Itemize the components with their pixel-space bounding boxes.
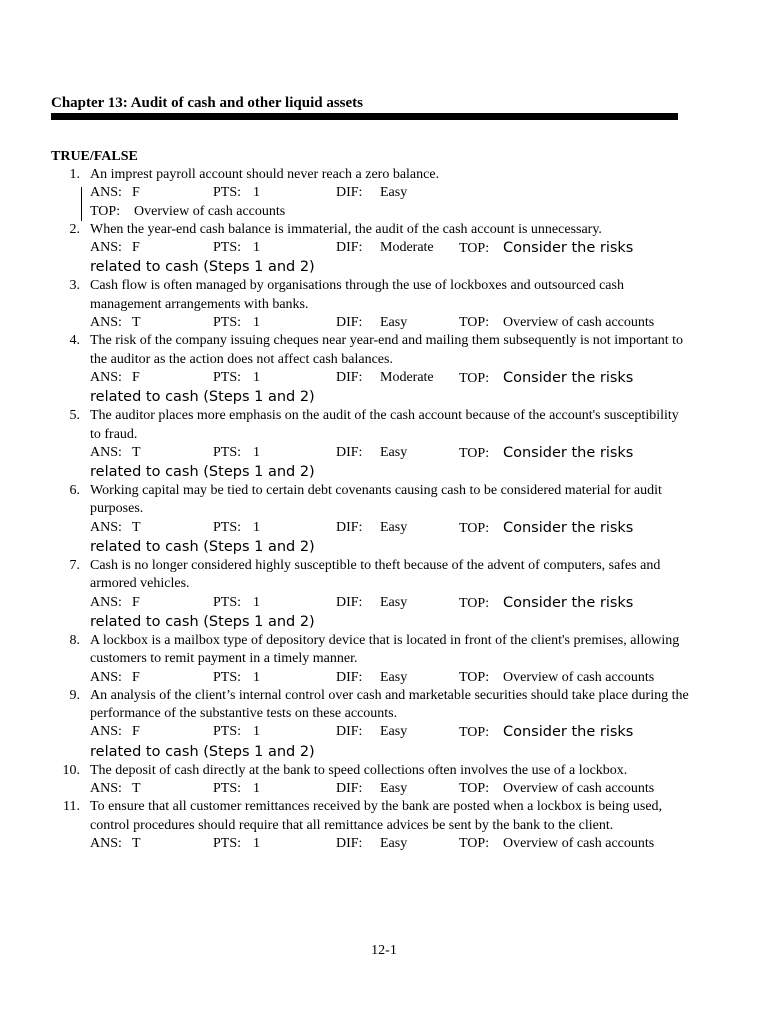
- topic-continuation: related to cash (Steps 1 and 2): [90, 464, 315, 481]
- answer-line: [90, 314, 691, 332]
- dif-label: DIF:: [336, 185, 363, 201]
- topic-field: [459, 835, 654, 853]
- topic-value: Consider the risks: [503, 444, 634, 461]
- top-label: TOP:: [90, 203, 121, 219]
- topic-field: [459, 780, 654, 798]
- difficulty-value: Easy: [380, 835, 408, 851]
- difficulty-field: [336, 835, 459, 853]
- top-label: TOP:: [459, 520, 490, 536]
- ans-label: ANS:: [90, 315, 122, 331]
- topic-line: [90, 203, 691, 221]
- points-value: 1: [253, 185, 260, 201]
- difficulty-field: [336, 669, 459, 687]
- ans-label: ANS:: [90, 594, 122, 610]
- question-number: 9.: [69, 687, 80, 703]
- answer-line: [90, 780, 691, 798]
- topic-value: Consider the risks: [503, 369, 634, 386]
- top-label: TOP:: [459, 315, 490, 331]
- question-item: [51, 632, 691, 687]
- answer-value: T: [132, 444, 141, 460]
- question-list: [51, 166, 691, 853]
- difficulty-value: Easy: [380, 444, 408, 460]
- ans-label: ANS:: [90, 669, 122, 685]
- answer-line: [90, 835, 691, 853]
- points-field: [213, 594, 336, 612]
- points-field: [213, 780, 336, 798]
- topic-value: Consider the risks: [503, 519, 634, 536]
- dif-label: DIF:: [336, 594, 363, 610]
- answer-field: [90, 519, 213, 537]
- title-rule: [51, 113, 678, 120]
- topic-field: [459, 314, 654, 332]
- topic-field: [459, 369, 633, 388]
- answer-line: [90, 184, 691, 202]
- top-label: TOP:: [459, 835, 490, 851]
- points-value: 1: [253, 315, 260, 331]
- question-number: 7.: [69, 558, 80, 574]
- difficulty-value: Moderate: [380, 369, 434, 385]
- answer-line: [90, 669, 691, 687]
- ans-label: ANS:: [90, 519, 122, 535]
- answer-value: F: [132, 240, 140, 256]
- points-value: 1: [253, 669, 260, 685]
- points-field: [213, 314, 336, 332]
- dif-label: DIF:: [336, 369, 363, 385]
- pts-label: PTS:: [213, 781, 242, 797]
- topic-field: [459, 444, 633, 463]
- question-text: An analysis of the client’s internal control over cash and marketable securities should take place during the performance of the substantive tests on these accounts.: [90, 687, 689, 722]
- question-text: To ensure that all customer remittances received by the bank are posted when a lockbox is being used, control procedures should require that all remittance advices be sent by the bank to the client.: [90, 799, 663, 833]
- ans-label: ANS:: [90, 724, 122, 740]
- answer-field: [90, 723, 213, 741]
- answer-line: [90, 369, 691, 388]
- difficulty-value: Easy: [380, 594, 408, 610]
- pts-label: PTS:: [213, 240, 242, 256]
- points-value: 1: [253, 724, 260, 740]
- difficulty-field: [336, 780, 459, 798]
- answer-value: F: [132, 369, 140, 385]
- points-value: 1: [253, 369, 260, 385]
- chapter-title: Chapter 13: Audit of cash and other liquid assets: [51, 95, 363, 111]
- pts-label: PTS:: [213, 185, 242, 201]
- difficulty-field: [336, 444, 459, 462]
- pts-label: PTS:: [213, 835, 242, 851]
- top-label: TOP:: [459, 445, 490, 461]
- answer-field: [90, 369, 213, 387]
- question-number: 3.: [69, 278, 80, 294]
- topic-field: [459, 239, 633, 258]
- answer-field: [90, 594, 213, 612]
- top-label: TOP:: [459, 370, 490, 386]
- difficulty-field: [336, 723, 459, 741]
- dif-label: DIF:: [336, 669, 363, 685]
- answer-value: T: [132, 835, 141, 851]
- answer-field: [90, 669, 213, 687]
- question-number: 5.: [69, 408, 80, 424]
- answer-field: [90, 835, 213, 853]
- points-field: [213, 239, 336, 257]
- difficulty-field: [336, 239, 459, 257]
- answer-value: T: [132, 315, 141, 331]
- topic-field: [459, 723, 633, 742]
- question-item: [51, 762, 691, 799]
- answer-value: F: [132, 669, 140, 685]
- question-number: 2.: [69, 221, 80, 237]
- answer-field: [90, 239, 213, 257]
- ans-label: ANS:: [90, 240, 122, 256]
- points-field: [213, 519, 336, 537]
- section-heading: TRUE/FALSE: [51, 149, 138, 164]
- points-field: [213, 723, 336, 741]
- answer-line: [90, 594, 691, 613]
- ans-label: ANS:: [90, 781, 122, 797]
- question-number: 10.: [62, 762, 80, 778]
- question-item: [51, 221, 691, 278]
- topic-value: Overview of cash accounts: [503, 835, 655, 851]
- answer-field: [90, 184, 213, 202]
- question-text: An imprest payroll account should never reach a zero balance.: [90, 167, 440, 182]
- question-text: When the year-end cash balance is immaterial, the audit of the cash account is unnecessary.: [90, 221, 602, 237]
- top-label: TOP:: [459, 781, 490, 797]
- question-text: Cash is no longer considered highly susceptible to theft because of the advent of computers, safes and armored vehicles.: [90, 558, 661, 592]
- difficulty-value: Easy: [380, 185, 408, 201]
- answer-field: [90, 780, 213, 798]
- question-item: [51, 166, 691, 221]
- answer-field: [90, 444, 213, 462]
- difficulty-value: Easy: [380, 724, 408, 740]
- points-field: [213, 369, 336, 387]
- answer-line: [90, 239, 691, 258]
- topic-value: Overview of cash accounts: [503, 315, 655, 331]
- topic-continuation: related to cash (Steps 1 and 2): [90, 613, 315, 630]
- pts-label: PTS:: [213, 519, 242, 535]
- question-item: [51, 277, 691, 332]
- topic-continuation: related to cash (Steps 1 and 2): [90, 539, 315, 556]
- answer-value: F: [132, 185, 140, 201]
- question-number: 1.: [69, 167, 80, 182]
- answer-value: F: [132, 724, 140, 740]
- dif-label: DIF:: [336, 315, 363, 331]
- pts-label: PTS:: [213, 594, 242, 610]
- difficulty-value: Easy: [380, 781, 408, 797]
- topic-continuation: related to cash (Steps 1 and 2): [90, 389, 315, 406]
- answer-line: [90, 519, 691, 538]
- points-field: [213, 835, 336, 853]
- points-field: [213, 444, 336, 462]
- points-field: [213, 669, 336, 687]
- points-value: 1: [253, 240, 260, 256]
- question-item: [51, 332, 691, 407]
- answer-value: T: [132, 781, 141, 797]
- dif-label: DIF:: [336, 724, 363, 740]
- pts-label: PTS:: [213, 369, 242, 385]
- ans-label: ANS:: [90, 444, 122, 460]
- answer-field: [90, 314, 213, 332]
- topic-continuation: related to cash (Steps 1 and 2): [90, 743, 315, 760]
- dif-label: DIF:: [336, 240, 363, 256]
- topic-value: Overview of cash accounts: [503, 669, 655, 685]
- question-text: The deposit of cash directly at the bank to speed collections often involves the use of a lockbox.: [90, 762, 628, 778]
- dif-label: DIF:: [336, 519, 363, 535]
- topic-field: [459, 669, 654, 687]
- difficulty-field: [336, 369, 459, 387]
- question-item: [51, 407, 691, 482]
- points-field: [213, 184, 336, 202]
- question-number: 4.: [69, 333, 80, 349]
- topic-value: Consider the risks: [503, 240, 634, 257]
- question-text: A lockbox is a mailbox type of depository device that is located in front of the client's premises, allowing customers to remit payment in a timely manner.: [90, 632, 680, 667]
- points-value: 1: [253, 519, 260, 535]
- answer-value: F: [132, 594, 140, 610]
- difficulty-value: Moderate: [380, 240, 434, 256]
- ans-label: ANS:: [90, 835, 122, 851]
- question-number: 11.: [63, 799, 80, 815]
- difficulty-field: [336, 314, 459, 332]
- pts-label: PTS:: [213, 315, 242, 331]
- topic-value: Consider the risks: [503, 724, 634, 741]
- question-text: Working capital may be tied to certain debt covenants causing cash to be considered material for audit purposes.: [90, 483, 662, 517]
- revision-bar: [81, 187, 82, 221]
- topic-value: Overview of cash accounts: [503, 781, 655, 797]
- answer-line: [90, 723, 691, 742]
- difficulty-value: Easy: [380, 315, 408, 331]
- pts-label: PTS:: [213, 669, 242, 685]
- topic-value: Overview of cash accounts: [134, 203, 286, 219]
- question-text: The risk of the company issuing cheques near year-end and mailing them subsequently is not important to the auditor as the action does not affect cash balances.: [90, 333, 684, 367]
- top-label: TOP:: [459, 241, 490, 257]
- difficulty-field: [336, 184, 459, 202]
- answer-value: T: [132, 519, 141, 535]
- dif-label: DIF:: [336, 444, 363, 460]
- question-number: 8.: [69, 632, 80, 648]
- topic-field: [459, 594, 633, 613]
- points-value: 1: [253, 594, 260, 610]
- difficulty-value: Easy: [380, 519, 408, 535]
- question-item: [51, 687, 691, 762]
- question-number: 6.: [69, 483, 80, 499]
- points-value: 1: [253, 444, 260, 460]
- dif-label: DIF:: [336, 781, 363, 797]
- question-item: [51, 482, 691, 557]
- points-value: 1: [253, 781, 260, 797]
- question-text: The auditor places more emphasis on the audit of the cash account because of the account's susceptibility to fraud.: [90, 408, 679, 442]
- dif-label: DIF:: [336, 835, 363, 851]
- top-label: TOP:: [459, 595, 490, 611]
- answer-line: [90, 444, 691, 463]
- ans-label: ANS:: [90, 185, 122, 201]
- difficulty-field: [336, 594, 459, 612]
- question-text: Cash flow is often managed by organisations through the use of lockboxes and outsourced cash management arrangements with banks.: [90, 278, 624, 312]
- ans-label: ANS:: [90, 369, 122, 385]
- question-item: [51, 557, 691, 632]
- top-label: TOP:: [459, 725, 490, 741]
- points-value: 1: [253, 835, 260, 851]
- question-item: [51, 798, 691, 853]
- topic-field: [459, 519, 633, 538]
- topic-value: Consider the risks: [503, 594, 634, 611]
- pts-label: PTS:: [213, 724, 242, 740]
- top-label: TOP:: [459, 669, 490, 685]
- pts-label: PTS:: [213, 444, 242, 460]
- topic-continuation: related to cash (Steps 1 and 2): [90, 259, 315, 276]
- difficulty-field: [336, 519, 459, 537]
- page-number: 12-1: [371, 943, 397, 958]
- difficulty-value: Easy: [380, 669, 408, 685]
